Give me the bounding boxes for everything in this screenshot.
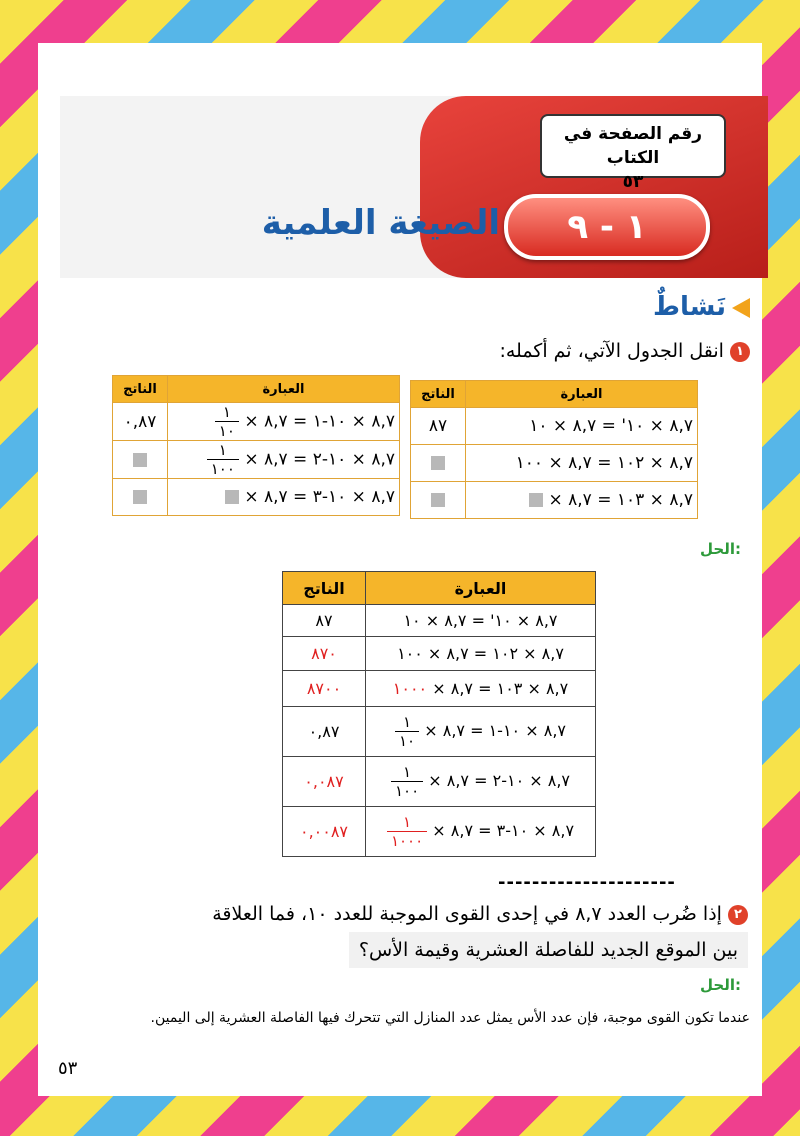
info-page: ٥٣	[622, 172, 644, 192]
table-row	[113, 403, 400, 441]
fraction	[391, 763, 423, 800]
result-blank	[411, 445, 466, 482]
expression-text: ٨,٧ × ١٠-٢ = ٨,٧ ×	[244, 449, 395, 470]
expression-text: ٨,٧ × ١٠٣ = ٨,٧ ×	[432, 679, 569, 698]
result-cell: ٠,٠٠٨٧	[283, 807, 366, 857]
numerator: ١	[207, 441, 239, 460]
table-negative-powers	[112, 375, 400, 516]
table-row	[283, 671, 596, 707]
blank-square-icon	[225, 490, 239, 504]
table-row	[283, 757, 596, 807]
table-row	[283, 807, 596, 857]
numerator: ١	[395, 713, 419, 732]
expression-text: ٨,٧ × ١٠-٣ = ٨,٧ ×	[244, 487, 395, 507]
blank-square-icon	[431, 493, 445, 507]
table-row	[283, 605, 596, 637]
expression-cell	[366, 671, 596, 707]
table-positive-powers	[410, 380, 698, 519]
table-row	[283, 637, 596, 671]
result-blank	[411, 482, 466, 519]
table-row	[113, 479, 400, 516]
denominator: ١٠٠	[394, 782, 420, 800]
expression-cell	[366, 807, 596, 857]
result-blank	[113, 479, 168, 516]
table-row	[411, 408, 698, 445]
separator-line: ---------------------	[498, 872, 676, 888]
fraction	[207, 441, 239, 478]
table-row	[411, 445, 698, 482]
question-1	[430, 340, 750, 370]
arrow-icon	[732, 298, 750, 318]
expression-cell: ٨,٧ × ١٠٢ = ٨,٧ × ١٠٠	[466, 445, 698, 482]
activity-label: نَشاطٌ	[653, 292, 726, 322]
expression-cell: ٨,٧ × ١٠' = ٨,٧ × ١٠	[366, 605, 596, 637]
denominator: ١٠	[399, 732, 416, 750]
question-2-line2: بين الموقع الجديد للفاصلة العشرية وقيمة الأس؟	[349, 932, 748, 968]
expression-cell	[466, 482, 698, 519]
solution-label: الحل:	[700, 976, 741, 994]
result-cell: ٨٧	[411, 408, 466, 445]
denominator: ١٠	[218, 422, 235, 440]
lesson-title: الصيغة العلمية	[261, 203, 500, 243]
expression-cell: ٨,٧ × ١٠' = ٨,٧ × ١٠	[466, 408, 698, 445]
fraction	[215, 403, 239, 440]
result-cell: ٠,٨٧	[113, 403, 168, 441]
question-2-line1: إذا ضُرب العدد ٨,٧ في إحدى القوى الموجبة للعدد ١٠، فما العلاقة	[212, 903, 722, 925]
denominator: ١٠٠٠	[390, 832, 424, 850]
expression-cell	[168, 479, 400, 516]
numerator: ١	[387, 813, 427, 832]
activity-heading	[600, 292, 750, 328]
solution-table	[282, 571, 596, 857]
result-cell: ٠,٨٧	[283, 707, 366, 757]
result-cell: ٨٧	[283, 605, 366, 637]
blank-square-icon	[431, 456, 445, 470]
blank-square-icon	[133, 490, 147, 504]
question-2	[180, 896, 748, 968]
blank-square-icon	[529, 493, 543, 507]
blank-square-icon	[133, 453, 147, 467]
col-result: الناتج	[113, 376, 168, 403]
question-number-badge: ٢	[728, 905, 748, 925]
answer-text: عندما تكون القوى موجبة، فإن عدد الأس يمثل عدد المنازل التي تتحرك فيها الفاصلة العشرية إلى اليمين.	[150, 1010, 750, 1026]
col-expression: العبارة	[366, 572, 596, 605]
expression-text: ٨,٧ × ١٠-٢ = ٨,٧ ×	[428, 771, 571, 790]
table-row	[283, 707, 596, 757]
expression-text: ٨,٧ × ١٠-١ = ٨,٧ ×	[244, 411, 395, 432]
result-cell: ٨٧٠٠	[283, 671, 366, 707]
denominator: ١٠٠	[210, 460, 235, 478]
col-expression: العبارة	[168, 376, 400, 403]
fraction	[387, 813, 427, 850]
expression-cell: ٨,٧ × ١٠٢ = ٨,٧ × ١٠٠	[366, 637, 596, 671]
col-result: الناتج	[283, 572, 366, 605]
expression-text: ٨,٧ × ١٠-٣ = ٨,٧ ×	[432, 821, 575, 840]
expression-cell	[168, 441, 400, 479]
expression-cell	[366, 757, 596, 807]
answer-part: ١٠٠٠	[392, 679, 428, 698]
question-number-badge: ١	[730, 342, 750, 362]
fraction	[395, 713, 419, 750]
result-cell: ٨٧٠	[283, 637, 366, 671]
numerator: ١	[215, 403, 239, 422]
table-row	[113, 441, 400, 479]
col-expression: العبارة	[466, 381, 698, 408]
numerator: ١	[391, 763, 423, 782]
expression-cell	[168, 403, 400, 441]
expression-text: ٨,٧ × ١٠-١ = ٨,٧ ×	[424, 721, 566, 740]
result-cell: ٠,٠٨٧	[283, 757, 366, 807]
expression-text: ٨,٧ × ١٠٣ = ٨,٧ ×	[543, 490, 693, 510]
expression-cell	[366, 707, 596, 757]
result-blank	[113, 441, 168, 479]
solution-label: الحل:	[700, 540, 741, 558]
question-1-text: انقل الجدول الآتي، ثم أكمله:	[499, 340, 724, 362]
lesson-number: ١ - ٩	[504, 194, 710, 260]
info-title: رقم الصفحة في الكتاب	[563, 124, 703, 168]
page-number: ٥٣	[58, 1058, 78, 1079]
table-row	[411, 482, 698, 519]
col-result: الناتج	[411, 381, 466, 408]
book-page-info	[540, 114, 726, 192]
